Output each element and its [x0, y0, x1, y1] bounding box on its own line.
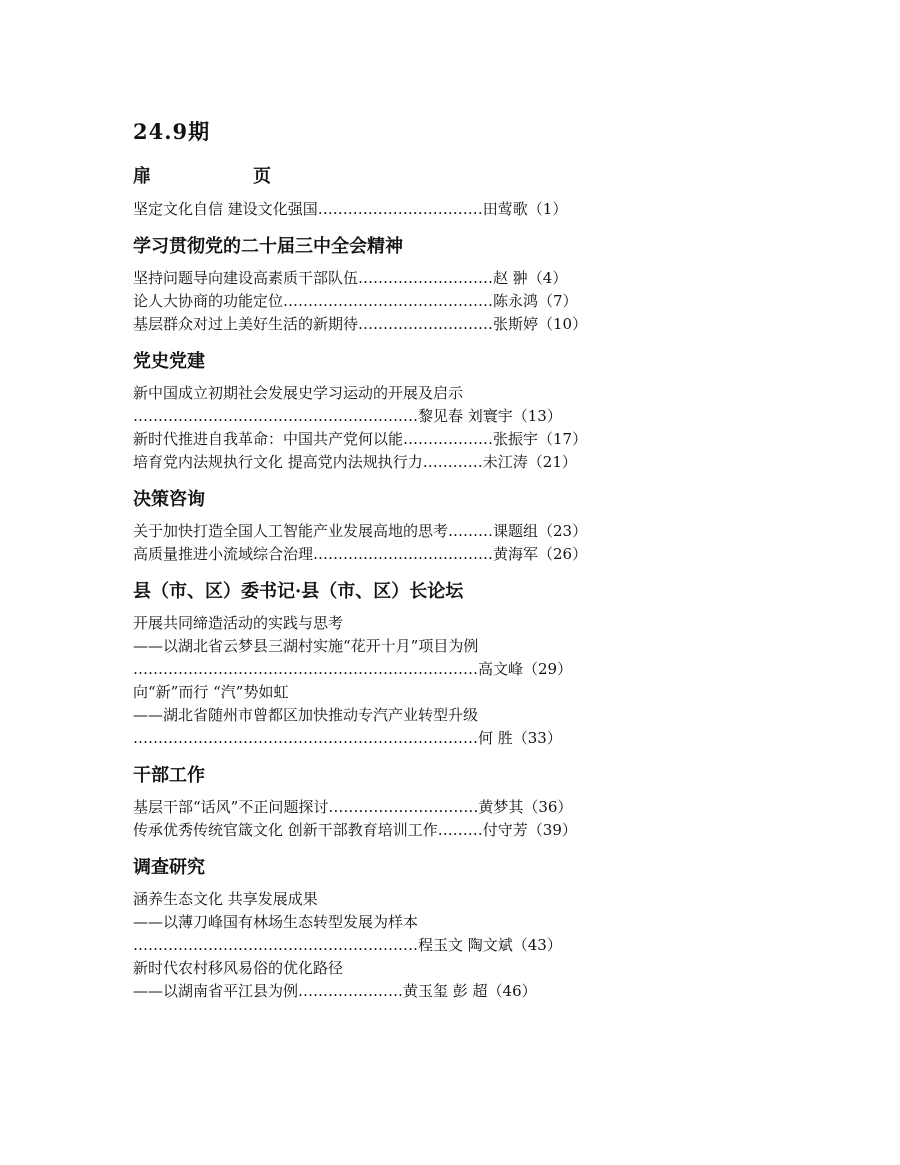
- section-heading-ganbu: 干部工作: [133, 765, 205, 786]
- toc-entry-continuation[interactable]: ……………………………………………………………何 胜（33）: [133, 729, 562, 747]
- toc-entry[interactable]: 传承优秀传统官箴文化 创新干部教育培训工作………付守芳（39）: [133, 821, 577, 839]
- section-heading-xianshi: 县（市、区）委书记·县（市、区）长论坛: [133, 581, 464, 602]
- issue-title: 24.9期: [133, 119, 211, 144]
- toc-entry[interactable]: 向“新”而行 “汽”势如虹: [133, 683, 289, 701]
- section-heading-xuexi: 学习贯彻党的二十届三中全会精神: [133, 236, 403, 257]
- section-heading-diaocha: 调查研究: [133, 857, 205, 878]
- toc-entry[interactable]: 关于加快打造全国人工智能产业发展高地的思考………课题组（23）: [133, 522, 588, 540]
- toc-entry[interactable]: 坚定文化自信 建设文化强国……………………………田莺歌（1）: [133, 200, 568, 218]
- toc-entry-continuation[interactable]: ……………………………………………………………高文峰（29）: [133, 660, 573, 678]
- section-heading-dangshi: 党史党建: [133, 351, 205, 372]
- toc-entry-subtitle[interactable]: ——湖北省随州市曾都区加快推动专汽产业转型升级: [133, 706, 479, 724]
- toc-entry-subtitle[interactable]: ——以湖北省云梦县三湖村实施“花开十月”项目为例: [133, 637, 479, 655]
- toc-entry-continuation[interactable]: …………………………………………………黎见春 刘寰宇（13）: [133, 407, 562, 425]
- section-heading-juece: 决策咨询: [133, 489, 205, 510]
- toc-entry[interactable]: 基层群众对过上美好生活的新期待………………………张斯婷（10）: [133, 315, 588, 333]
- toc-entry-continuation[interactable]: …………………………………………………程玉文 陶文斌（43）: [133, 936, 562, 954]
- toc-entry[interactable]: 新时代推进自我革命：中国共产党何以能………………张振宇（17）: [133, 430, 588, 448]
- toc-entry[interactable]: 新中国成立初期社会发展史学习运动的开展及启示: [133, 384, 464, 402]
- toc-entry[interactable]: 基层干部“话风”不正问题探讨…………………………黄梦其（36）: [133, 798, 573, 816]
- toc-entry[interactable]: 论人大协商的功能定位……………………………………陈永鸿（7）: [133, 292, 578, 310]
- toc-entry[interactable]: 培育党内法规执行文化 提高党内法规执行力…………未江涛（21）: [133, 453, 577, 471]
- toc-entry[interactable]: 高质量推进小流域综合治理………………………………黄海军（26）: [133, 545, 588, 563]
- section-heading-feiye: 扉 页: [133, 166, 293, 187]
- toc-entry[interactable]: 开展共同缔造活动的实践与思考: [133, 614, 344, 632]
- toc-entry[interactable]: 涵养生态文化 共享发展成果: [133, 890, 318, 908]
- toc-entry-subtitle[interactable]: ——以薄刀峰国有林场生态转型发展为样本: [133, 913, 419, 931]
- toc-entry[interactable]: 坚持问题导向建设高素质干部队伍………………………赵 翀（4）: [133, 269, 568, 287]
- toc-entry-subtitle[interactable]: ——以湖南省平江县为例…………………黄玉玺 彭 超（46）: [133, 982, 537, 1000]
- toc-entry[interactable]: 新时代农村移风易俗的优化路径: [133, 959, 344, 977]
